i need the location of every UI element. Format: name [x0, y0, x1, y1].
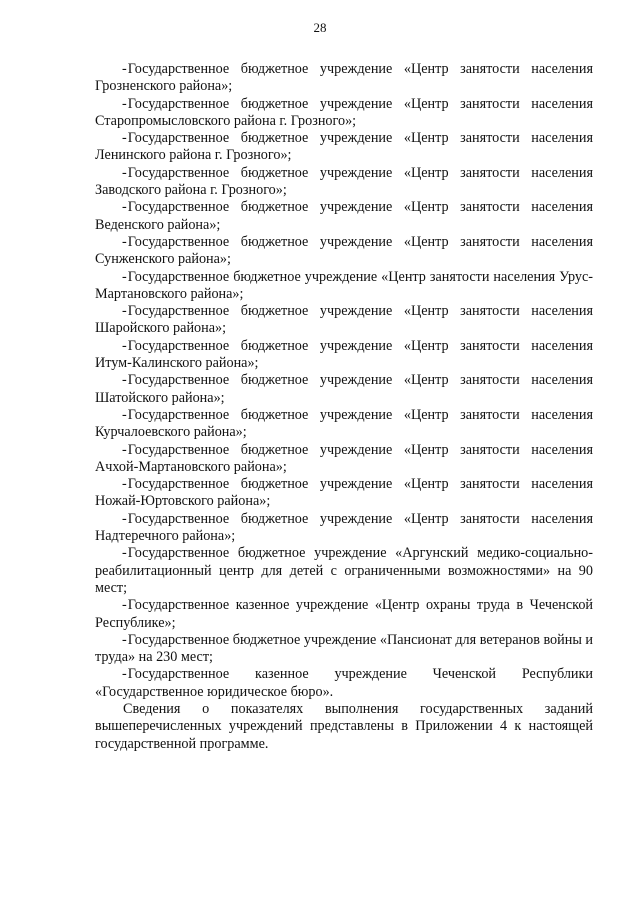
list-item [95, 476, 593, 511]
list-item-text: Государственное бюджетное учреждение «Центр занятости населения Курчалоевского района»; [95, 406, 593, 441]
list-item-text: Государственное бюджетное учреждение «Центр занятости населения Заводского района г. Грозного»; [95, 164, 593, 199]
list-dash: - [122, 597, 127, 614]
document-body [95, 61, 593, 753]
list-item-text: Государственное бюджетное учреждение «Центр занятости населения Грозненского района»; [95, 61, 593, 95]
list-dash: - [122, 441, 127, 458]
list-dash: - [122, 199, 127, 216]
list-item-text: Государственное бюджетное учреждение «Центр занятости населения Урус-Мартановского района»; [95, 268, 593, 302]
list-item-text: Государственное бюджетное учреждение «Аргунский медико-социально-реабилитационный центр для детей с ограниченными возможностями» на 90 мест; [95, 545, 593, 596]
list-dash: - [122, 130, 127, 147]
list-item-text: Государственное бюджетное учреждение «Центр занятости населения Шатойского района»; [95, 372, 593, 406]
list-item-text: Государственное казенное учреждение «Центр охраны труда в Чеченской Республике»; [95, 597, 593, 631]
list-item-text: Государственное казенное учреждение Чеченской Республики «Государственное юридическое бюро». [95, 666, 593, 700]
list-item [95, 442, 593, 477]
list-item [95, 545, 593, 597]
list-item-text: Государственное бюджетное учреждение «Центр занятости населения Ножай-Юртовского района»; [95, 476, 593, 510]
list-item [95, 303, 593, 338]
list-item-text: Государственное бюджетное учреждение «Центр занятости населения Надтеречного района»; [95, 510, 593, 545]
list-item [95, 199, 593, 234]
list-item [95, 61, 593, 96]
list-item [95, 234, 593, 269]
list-dash: - [122, 545, 127, 562]
list-dash: - [122, 95, 127, 112]
list-item [95, 666, 593, 701]
list-dash: - [122, 510, 127, 527]
list-dash: - [122, 164, 127, 181]
list-item-text: Государственное бюджетное учреждение «Центр занятости населения Старопромысловского района г. Грозного»; [95, 95, 593, 129]
list-item-text: Государственное бюджетное учреждение «Центр занятости населения Сунженского района»; [95, 233, 593, 268]
list-item-text: Государственное бюджетное учреждение «Центр занятости населения Ленинского района г. Грозного»; [95, 130, 593, 164]
list-item-text: Государственное бюджетное учреждение «Центр занятости населения Веденского района»; [95, 199, 593, 233]
list-item [95, 511, 593, 546]
list-item [95, 632, 593, 667]
list-item-text: Государственное бюджетное учреждение «Центр занятости населения Итум-Калинского района»; [95, 337, 593, 372]
list-item-text: Государственное бюджетное учреждение «Центр занятости населения Шаройского района»; [95, 303, 593, 337]
list-dash: - [122, 233, 127, 250]
list-dash: - [122, 372, 127, 389]
list-item [95, 407, 593, 442]
list-item [95, 130, 593, 165]
list-dash: - [122, 61, 127, 77]
list-dash: - [122, 303, 127, 320]
list-dash: - [122, 406, 127, 423]
list-dash: - [122, 476, 127, 493]
list-dash: - [122, 268, 127, 285]
page-number: 28 [313, 20, 327, 35]
list-dash: - [122, 337, 127, 354]
list-item [95, 269, 593, 304]
list-item [95, 338, 593, 373]
list-item [95, 597, 593, 632]
list-item [95, 96, 593, 131]
list-item-text: Государственное бюджетное учреждение «Пансионат для ветеранов войны и труда» на 230 мест; [95, 631, 593, 666]
summary-paragraph: Сведения о показателях выполнения государственных заданий вышеперечисленных учреждений представлены в Приложении 4 к настоящей государственной программе. [95, 700, 593, 752]
list-item-text: Государственное бюджетное учреждение «Центр занятости населения Ачхой-Мартановского района»; [95, 441, 593, 475]
list-item [95, 165, 593, 200]
list-dash: - [122, 631, 127, 648]
list-item [95, 372, 593, 407]
list-dash: - [122, 666, 127, 683]
